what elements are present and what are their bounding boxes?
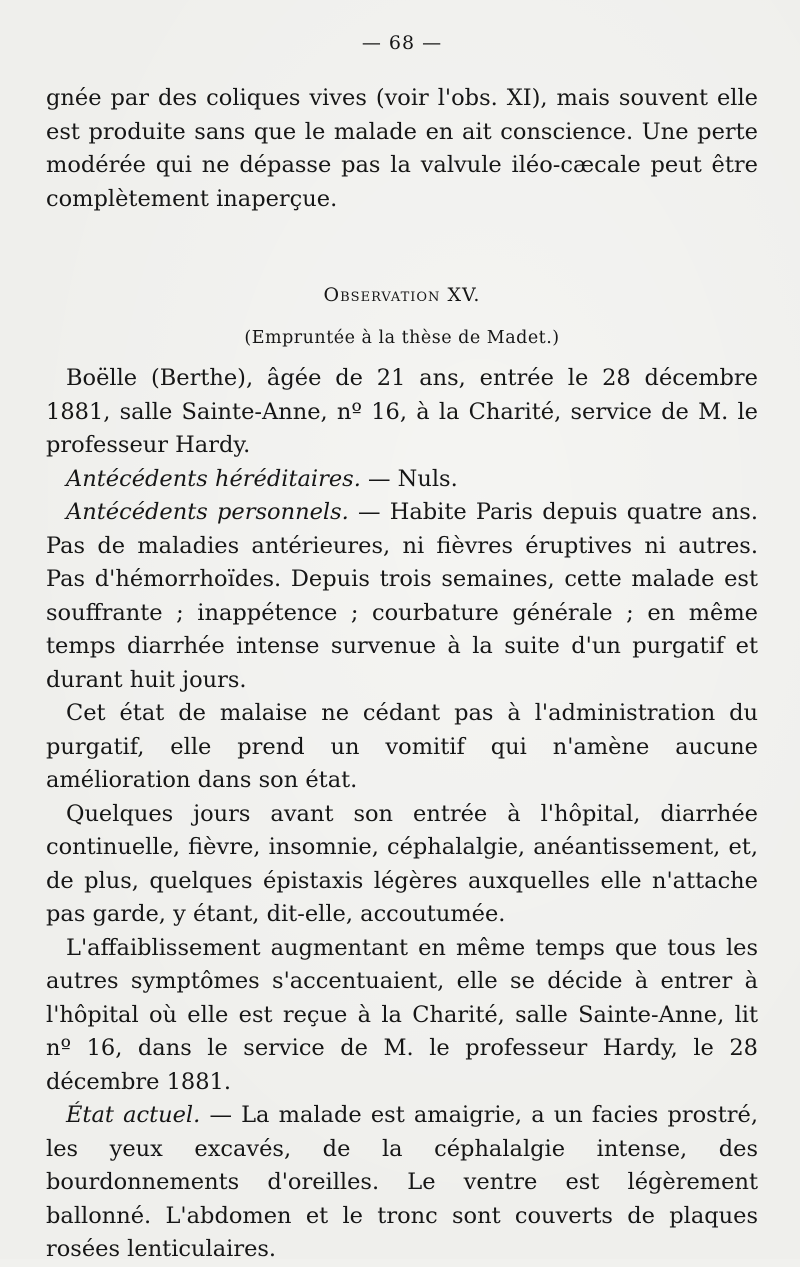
- paragraph-text: — Habite Paris depuis quatre ans. Pas de maladies antérieures, ni fièvres éruptives ni autres. Pas d'hémorrhoïdes. Depuis trois semaines, cette malade est souffrante ; inappétence ; courbature générale ; en même temps diarrhée intense survenue à la suite d'un purgatif et durant huit jours.: [46, 499, 758, 693]
- paragraph-current-state: [46, 1099, 758, 1267]
- paragraph-before-entry: [46, 798, 758, 932]
- intro-paragraph: gnée par des coliques vives (voir l'obs. XI), mais souvent elle est produite sans que le malade en ait conscience. Une perte modérée qui ne dépasse pas la valvule iléo-cæcale peut être complètement inaperçue.: [46, 85, 758, 212]
- observation-title: Observation XV.: [323, 284, 481, 306]
- paragraph-text: L'affaiblissement augmentant en même temps que tous les autres symptômes s'accentuaient, elle se décide à entrer à l'hôpital où elle est reçue à la Charité, salle Sainte-Anne, lit nº 16, dans le service de M. le professeur Hardy, le 28 décembre 1881.: [46, 934, 758, 1095]
- paragraph-malaise: [46, 697, 758, 798]
- paragraph-weakening: [46, 932, 758, 1100]
- paragraph-text: Cet état de malaise ne cédant pas à l'administration du purgatif, elle prend un vomitif qui n'amène aucune amélioration dans son état.: [46, 700, 758, 793]
- paragraph-text: — Nuls.: [360, 465, 458, 492]
- paragraph-text: — La malade est amaigrie, a un facies prostré, les yeux excavés, de la céphalalgie intense, des bourdonnements d'oreilles. Le ventre est légèrement ballonné. L'abdomen et le tronc sont couverts de plaques rosées lenticulaires.: [46, 1102, 758, 1262]
- page-number: — 68 —: [361, 32, 443, 54]
- section-lead: État actuel.: [66, 1102, 201, 1128]
- paragraph-identity: [46, 362, 758, 463]
- paragraph-text: Boëlle (Berthe), âgée de 21 ans, entrée le 28 décembre 1881, salle Sainte-Anne, nº 16, à la Charité, service de M. le professeur Hardy.: [46, 365, 758, 458]
- paragraph-text: Quelques jours avant son entrée à l'hôpital, diarrhée continuelle, fièvre, insomnie, céphalalgie, anéantissement, et, de plus, quelques épistaxis légères auxquelles elle n'attache pas garde, y étant, dit-elle, accoutumée.: [46, 800, 758, 927]
- section-lead: Antécédents personnels.: [66, 499, 349, 525]
- paragraph-hereditary: [46, 463, 758, 497]
- paragraph-personal: [46, 496, 758, 697]
- observation-subtitle: (Empruntée à la thèse de Madet.): [244, 328, 560, 348]
- section-lead: Antécédents héréditaires.: [66, 465, 361, 492]
